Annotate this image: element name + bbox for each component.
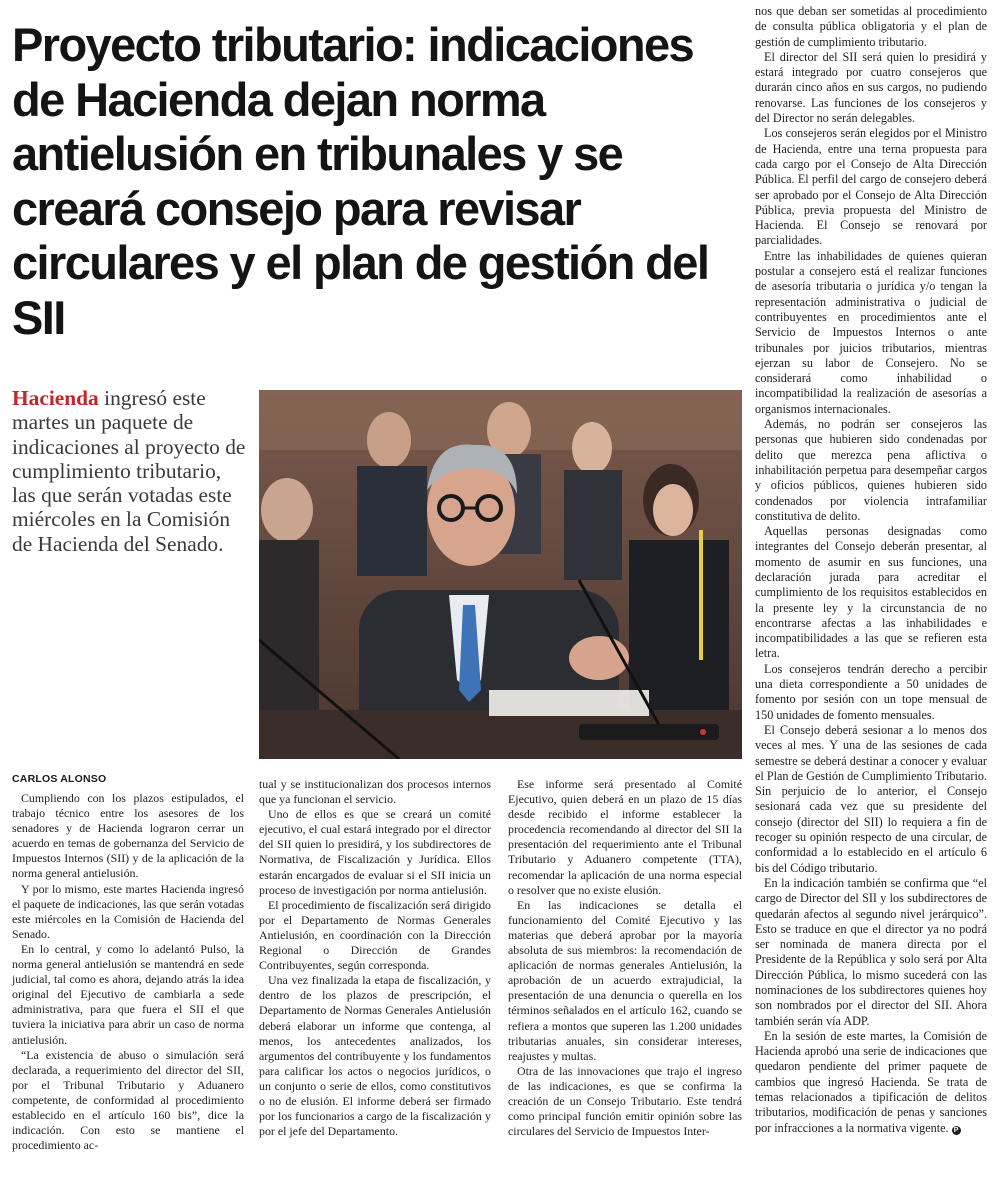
paragraph: Y por lo mismo, este martes Hacienda ingresó el paquete de indicaciones, las que serán votadas este miércoles en la Comisión de Hacienda del Senado. bbox=[12, 881, 244, 941]
paragraph: Entre las inhabilidades de quienes quieran postular a consejero está el realizar funciones de asesoría tributaria o jurídica y/o tengan la representación administrativa o judicial de contribuyentes en procedimientos ante el Servicio de Impuestos Internos o ante tribunales por juicios tributarios, mientras ejerzan su labor de Consejero. No se considerará como inhabilidad o incompatibilidad la realización de asesorías a organismos internacionales. bbox=[755, 248, 987, 416]
column-3 bbox=[508, 777, 742, 1139]
paragraph-continued: tual y se institucionalizan dos procesos internos que ya funcionan el servicio. bbox=[259, 777, 491, 807]
article-photo bbox=[259, 390, 742, 759]
headline: Proyecto tributario: indicaciones de Hacienda dejan norma antielusión en tribunales y se creará consejo para revisar circulares y el plan de gestión del SII bbox=[12, 18, 709, 344]
paragraph bbox=[755, 1029, 987, 1136]
paragraph: En las indicaciones se detalla el funcionamiento del Comité Ejecutivo y las materias que deberá aprobar por la mayoría absoluta de sus miembros: la recomendación de aplicación de normas generales Antielusión, la aprobación de un acuerdo extrajudicial, la presentación de una denuncia o querella en los términos señalados en el artículo 162, cuando se refiera a montos que superen las 1.200 unidades tributarias anuales, sin considerar intereses, reajustes y multas. bbox=[508, 897, 742, 1063]
lead-paragraph bbox=[12, 386, 247, 556]
column-2 bbox=[259, 777, 491, 1139]
paragraph: En lo central, y como lo adelantó Pulso, la norma general antielusión se mantendrá en sede judicial, tal como es ahora, dejando atrás la idea original del Ejecutivo de cambiarla a sede administrativa, para que fuera el SII el que tuviera la iniciativa para abrir un caso de norma antielusión. bbox=[12, 941, 244, 1047]
byline: CARLOS ALONSO bbox=[12, 773, 107, 785]
lead-text: ingresó este martes un paquete de indicaciones al proyecto de cumplimiento tributario, las que serán votadas este miércoles en la Comisión de Hacienda del Senado. bbox=[12, 386, 246, 556]
paragraph: Cumpliendo con los plazos estipulados, el trabajo técnico entre los asesores de los senadores y de Hacienda lograron cerrar un acuerdo en temas de gobernanza del Servicio de Impuestos Internos (SII) y de la aplicación de la norma general antielusión. bbox=[12, 791, 244, 881]
paragraph: El Consejo deberá sesionar a lo menos dos veces al mes. Y una de las sesiones de cada semestre se deberá destinar a conocer y evaluar el Plan de Gestión de Cumplimiento Tributario. Sin perjuicio de lo anterior, el Consejo sesionará cada vez que su presidente del consejo (director del SII) lo requiera a fin de recoger su opinión respecto de una circular, de conformidad a lo establecido en el artículo 6 bis del Código tributario. bbox=[755, 722, 987, 875]
final-paragraph-text: En la sesión de este martes, la Comisión de Hacienda aprobó una serie de indicaciones que quedaron pendiente del primer paquete de cambios que ingresó Hacienda. Se trata de temas relacionados a tipificación de delitos tributarios, modificación de penas y sanciones por infracciones a la normativa vigente. bbox=[755, 1028, 987, 1135]
paragraph: El director del SII será quien lo presidirá y estará integrado por cuatro consejeros que durarán cinco años en sus cargos, no pudiendo renovarse. Las funciones de los consejeros y del Director no serán delegables. bbox=[755, 49, 987, 126]
paragraph: Ese informe será presentado al Comité Ejecutivo, quien deberá en un plazo de 15 días desde recibido el informe establecer la procedencia recomendando al director del SII la presentación del requerimiento ante el Tribunal Tributario y Aduanero competente (TTA), recomendar la aplicación de una norma especial o resolver que no existe elusión. bbox=[508, 777, 742, 897]
column-4 bbox=[755, 4, 987, 1136]
paragraph: “La existencia de abuso o simulación será declarada, a requerimiento del director del SII, por el Tribunal Tributario y Aduanero competente, de conformidad al procedimiento establecido en el artículo 160 bis”, dice la indicación. Con esto se mantiene el procedimiento ac- bbox=[12, 1047, 244, 1153]
paragraph-continued: nos que deban ser sometidas al procedimiento de consulta pública obligatoria y el plan de gestión de cumplimiento tributario. bbox=[755, 4, 987, 49]
paragraph: Uno de ellos es que se creará un comité ejecutivo, el cual estará integrado por el director del SII quien lo presidirá, y los subdirectores de Normativa, de Fiscalización y Jurídica. Ellos estarán encargados de evaluar si el SII inicia un proceso de investigación por norma antielusión. bbox=[259, 807, 491, 897]
column-1 bbox=[12, 791, 244, 1153]
paragraph: El procedimiento de fiscalización será dirigido por el Departamento de Normas Generales Antielusión, en coordinación con la Dirección Regional o Dirección de Grandes Contribuyentes, según corresponda. bbox=[259, 897, 491, 973]
paragraph: Además, no podrán ser consejeros las personas que hubieren sido condenadas por delito que merezca pena aflictiva o inhabilitación perpetua para desempeñar cargos y oficios públicos, quienes hubieren sido condenados por violencia intrafamiliar constitutiva de delito. bbox=[755, 417, 987, 523]
paragraph: Aquellas personas designadas como integrantes del Consejo deberán presentar, al momento de asumir en sus funciones, una declaración jurada para acreditar el cumplimiento de los requisitos establecidos en la presente ley y la circunstancia de no encontrarse afectas a las inhabilidades e incompatibilidades a las que se refieren esta letra. bbox=[755, 524, 987, 661]
paragraph: En la indicación también se confirma que “el cargo de Director del SII y los subdirectores de quedarán afectos al segundo nivel jerárquico”. Esto se traduce en que el director ya no podrá ser nominada de manera directa por el Presidente de la República y solo será por Alta Dirección Pública, lo mismo sucederá con las nominaciones de los subdirectores quienes hoy son nombrados por el director del SII. Ahora también serán vía ADP. bbox=[755, 875, 987, 1028]
paragraph: Los consejeros tendrán derecho a percibir una dieta correspondiente a 50 unidades de fomento por sesión con un tope mensual de 150 unidades de fomento mensuales. bbox=[755, 661, 987, 722]
paragraph: Una vez finalizada la etapa de fiscalización, y dentro de los plazos de prescripción, el Departamento de Normas Generales Antielusión deberá elaborar un informe que contenga, al menos, los antecedentes analizados, los argumentos del contribuyente y los fundamentos para calificar los actos o negocios jurídicos, o un conjunto o serie de ellos, como constitutivos o no de elusión. El informe deberá ser firmado por los funcionarios a cargo de la fiscalización y por el jefe del Departamento. bbox=[259, 973, 491, 1139]
lead-keyword: Hacienda bbox=[12, 386, 99, 410]
end-mark-icon: P bbox=[952, 1126, 961, 1135]
paragraph: Otra de las innovaciones que trajo el ingreso de las indicaciones, es que se confirma la creación de un Consejo Tributario. Este tendrá como principal función emitir opinión sobre las circulares del Servicio de Impuestos Inter- bbox=[508, 1063, 742, 1139]
paragraph: Los consejeros serán elegidos por el Ministro de Hacienda, entre una terna propuesta para cada cargo por el Consejo de Alta Dirección Pública. El perfil del cargo de consejero deberá ser aprobado por el Consejo de Alta Dirección Pública, previa propuesta del Ministro de Hacienda. El Consejo se renovará por parcialidades. bbox=[755, 126, 987, 248]
